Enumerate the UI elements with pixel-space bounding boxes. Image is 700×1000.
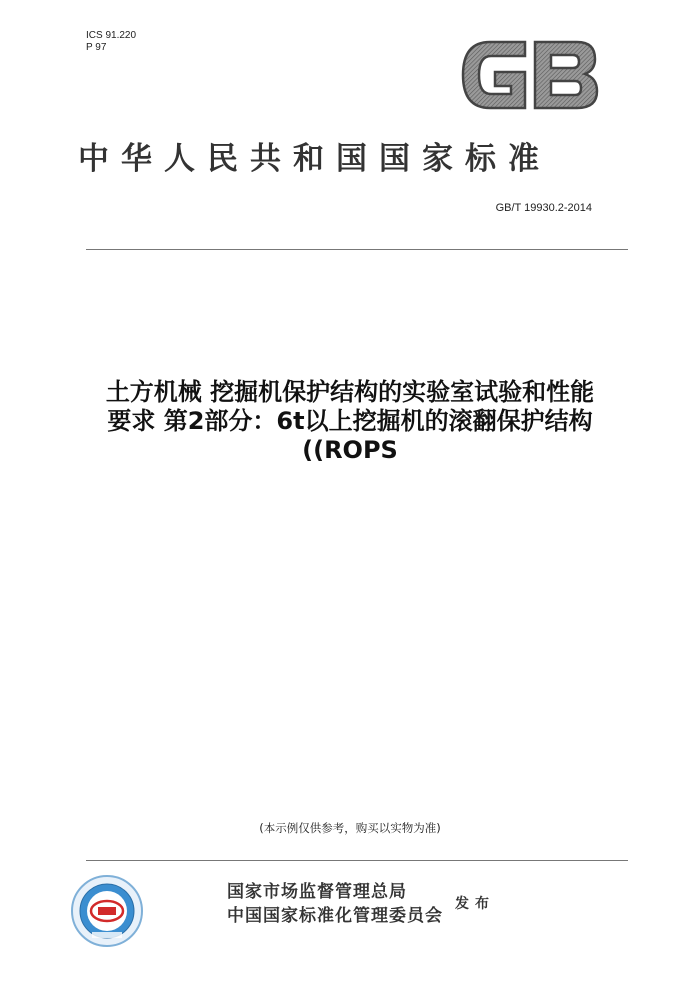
- title-line-1: 土方机械 挖掘机保护结构的实验室试验和性能: [105, 378, 595, 406]
- ccs-code: P 97: [86, 42, 107, 53]
- gb-logo-icon: [455, 28, 605, 122]
- footer-divider: [86, 860, 628, 861]
- title-line-3: ((ROPS: [302, 436, 398, 464]
- standard-type-heading: 中华人民共和国国家标准: [78, 141, 551, 177]
- ics-code: ICS 91.220: [86, 30, 137, 41]
- issuer-2: 中国国家标准化管理委员会: [227, 906, 443, 926]
- classification-codes: [86, 30, 136, 54]
- sample-notice: (本示例仅供参考，购买以实物为准): [259, 821, 441, 835]
- official-seal-icon: [70, 874, 144, 948]
- publish-label: 发布: [455, 896, 495, 912]
- document-title: [30, 378, 670, 465]
- issuer-1: 国家市场监督管理总局: [227, 882, 407, 902]
- issuing-authorities: [227, 880, 443, 928]
- header-divider: [86, 249, 628, 250]
- title-line-2: 要求 第2部分：6t以上挖掘机的滚翻保护结构: [107, 407, 593, 435]
- standard-code: GB/T 19930.2-2014: [495, 202, 592, 214]
